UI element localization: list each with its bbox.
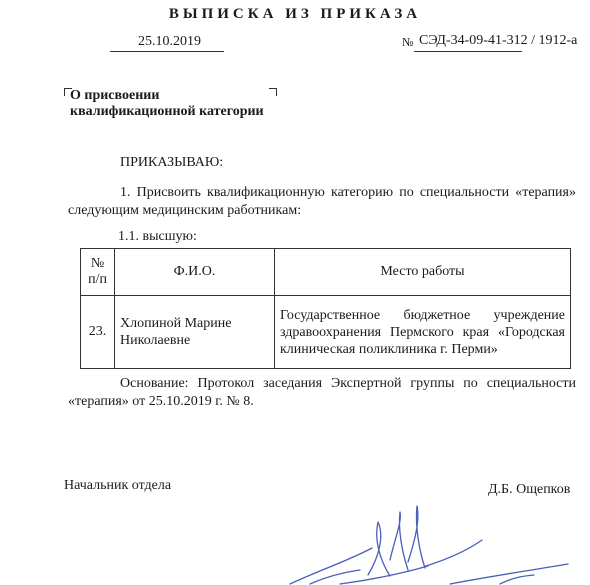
signature-strokes [290,506,568,584]
subject-line-1: О присвоении [70,88,160,103]
table-row [81,296,571,369]
header-workplace: Место работы [275,249,571,296]
table-header-row [81,249,571,296]
signature-stroke [450,564,568,584]
signature-stroke [408,506,425,568]
basis-paragraph: Основание: Протокол заседания Экспертной группы по специальности «терапия» от 25.10.2019 г. № 8. [68,376,576,409]
signatory-position: Начальник отдела [64,478,172,493]
row-num: 23. [81,296,115,369]
signature-stroke [426,540,482,566]
signature-stroke [340,566,428,584]
paragraph-1: 1. Присвоить квалификационную категорию по специальности «терапия» следующим медицинским работникам: [68,185,576,218]
header-fio: Ф.И.О. [115,249,275,296]
header-num-line2: п/п [88,272,107,287]
signatory-name: Д.Б. Ощепков [488,482,571,497]
date-underline [110,51,224,52]
number-sign: № [402,35,414,49]
subparagraph-1-1: 1.1. высшую: [118,229,197,244]
order-number: СЭД-34-09-41-312 / 1912-а [419,33,578,48]
subject-corner-right [269,88,277,96]
header-num [81,249,115,296]
subject-line-2: квалификационной категории [70,104,264,119]
header-num-line1: № [90,256,105,271]
handwritten-signature [250,500,580,585]
order-subject [70,88,264,120]
signature-stroke [390,512,408,570]
document-title: ВЫПИСКА ИЗ ПРИКАЗА [168,6,422,22]
order-word: ПРИКАЗЫВАЮ: [120,155,224,170]
number-underline [414,51,522,52]
order-date: 25.10.2019 [138,34,201,49]
row-fio: Хлопиной Марине Николаевне [115,296,275,369]
staff-table [80,248,571,369]
signature-stroke [500,575,534,584]
row-workplace: Государственное бюджетное учреждение здравоохранения Пермского края «Городская клиническая поликлиника г. Перми» [275,296,571,369]
signature-stroke [290,548,372,584]
